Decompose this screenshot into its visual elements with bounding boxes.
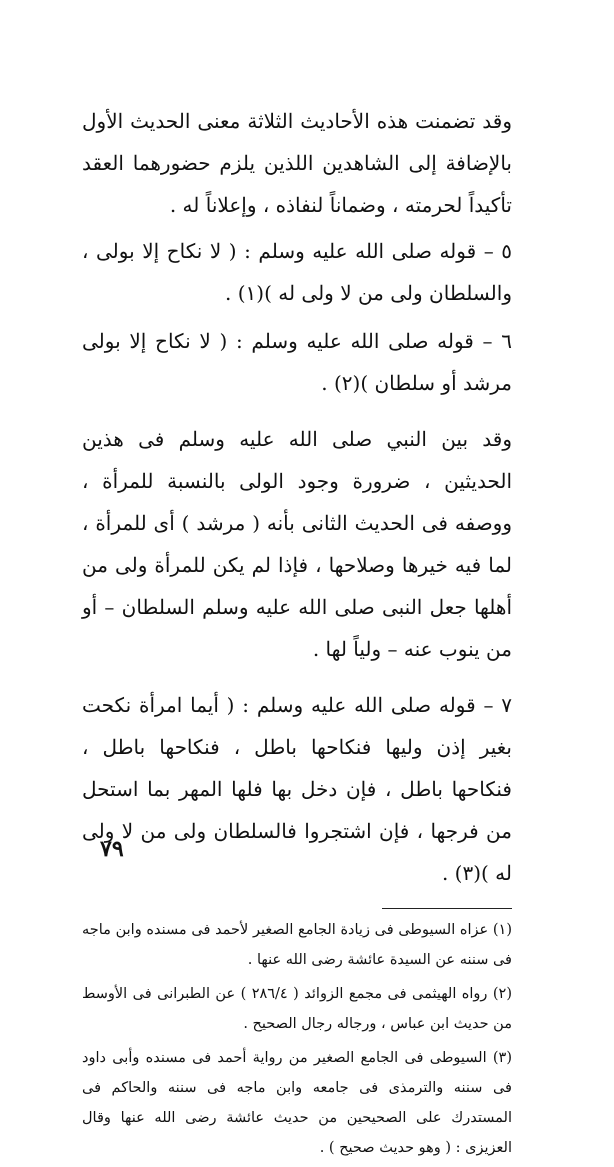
- body-paragraph-1: وقد تضمنت هذه الأحاديث الثلاثة معنى الحديث الأول بالإضافة إلى الشاهدين اللذين يلزم حضورهما العقد تأكيداً لحرمته ، وضماناً لنفاذه ، وإعلاناً له .: [82, 109, 512, 217]
- page-body: [82, 100, 512, 1167]
- hadith-7-paragraph: ٧ – قوله صلى الله عليه وسلم : ( أيما امرأة نكحت بغير إذن وليها فنكاحها باطل ، فنكاحها باطل ، فنكاحها باطل ، فإن دخل بها فلها المهر بما استحل من فرجها ، فإن اشتجروا فالسلطان ولى من لا ولى له )(٣) .: [82, 693, 512, 885]
- footnote-1: (١) عزاه السيوطى فى زيادة الجامع الصغير لأحمد فى مسنده وابن ماجه فى سننه عن السيدة عائشة رضى الله عنها .: [82, 922, 512, 968]
- footnote-3: (٣) السيوطى فى الجامع الصغير من رواية أحمد فى مسنده وأبى داود فى سننه والترمذى فى جامعه وابن ماجه فى سننه والحاكم فى المستدرك على الصحيحين من حديث عائشة رضى الله عنها وقال العزيزى : ( وهو حديث صحيح ) .: [82, 1050, 512, 1156]
- footnote-separator: [382, 908, 512, 909]
- footnote-2: (٢) رواه الهيثمى فى مجمع الزوائد ( ٢٨٦/٤ ) عن الطبرانى فى الأوسط من حديث ابن عباس ، ورجاله رجال الصحيح .: [82, 986, 512, 1032]
- page-number: ٧٩: [100, 836, 124, 862]
- explanation-paragraph: وقد بين النبي صلى الله عليه وسلم فى هذين الحديثين ، ضرورة وجود الولى بالنسبة للمرأة ، ووصفه فى الحديث الثانى بأنه ( مرشد ) أى للمرأة ، لما فيه خيرها وصلاحها ، فإذا لم يكن للمرأة ولى من أهلها جعل النبى صلى الله عليه وسلم السلطان – أو من ينوب عنه – ولياً لها .: [82, 427, 512, 661]
- hadith-6-paragraph: ٦ – قوله صلى الله عليه وسلم : ( لا نكاح إلا بولى مرشد أو سلطان )(٢) .: [82, 329, 512, 395]
- hadith-5-paragraph: ٥ – قوله صلى الله عليه وسلم : ( لا نكاح إلا بولى ، والسلطان ولى من لا ولى له )(١) .: [82, 239, 512, 305]
